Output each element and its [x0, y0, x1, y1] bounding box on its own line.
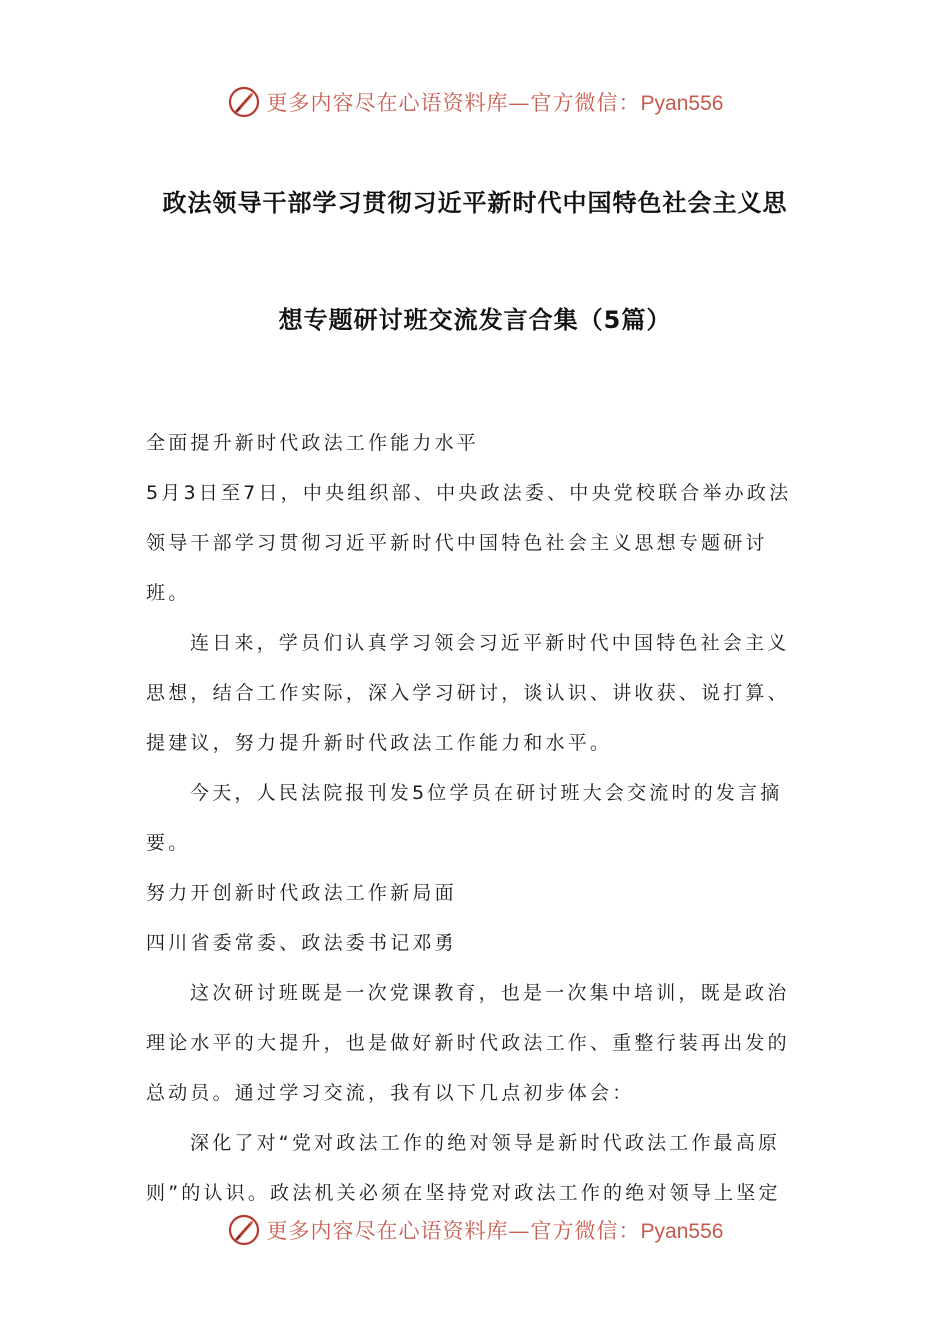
- body-paragraph: 深化了对“党对政法工作的绝对领导是新时代政法工作最高原则”的认识。政法机关必须在坚持党对政法工作的绝对领导上坚定: [146, 1132, 781, 1204]
- document-title-line-2: 想专题研讨班交流发言合集（5篇）: [278, 306, 672, 334]
- body-paragraph: 5月3日至7日，中央组织部、中央政法委、中央党校联合举办政法领导干部学习贯彻习近平新时代中国特色社会主义思想专题研讨班。: [146, 482, 792, 604]
- watermark-wechat-id: Pyan556: [640, 92, 724, 115]
- watermark-text: 更多内容尽在心语资料库—官方微信：Pyan556: [266, 91, 724, 115]
- document-body: [146, 418, 810, 1218]
- watermark-wechat-id: Pyan556: [640, 1220, 724, 1243]
- body-paragraph: 连日来，学员们认真学习领会习近平新时代中国特色社会主义思想，结合工作实际，深入学习研讨，谈认识、讲收获、说打算、提建议，努力提升新时代政法工作能力和水平。: [146, 632, 790, 754]
- body-paragraph: 今天，人民法院报刊发5位学员在研讨班大会交流时的发言摘要。: [146, 782, 783, 854]
- speaker-name: 四川省委常委、政法委书记邓勇: [146, 932, 457, 954]
- quill-pen-logo-icon: [227, 1213, 261, 1247]
- body-paragraph: 这次研讨班既是一次党课教育，也是一次集中培训，既是政治理论水平的大提升，也是做好新时代政法工作、重整行装再出发的总动员。通过学习交流，我有以下几点初步体会：: [146, 982, 790, 1104]
- footer-watermark: [0, 1210, 950, 1250]
- quill-pen-logo-icon: [227, 85, 261, 119]
- header-watermark: [0, 82, 950, 122]
- watermark-text: 更多内容尽在心语资料库—官方微信：Pyan556: [266, 1219, 724, 1243]
- document-title-line-1: 政法领导干部学习贯彻习近平新时代中国特色社会主义思: [162, 189, 788, 217]
- section-heading: 全面提升新时代政法工作能力水平: [146, 432, 480, 454]
- speech-title: 努力开创新时代政法工作新局面: [146, 882, 457, 904]
